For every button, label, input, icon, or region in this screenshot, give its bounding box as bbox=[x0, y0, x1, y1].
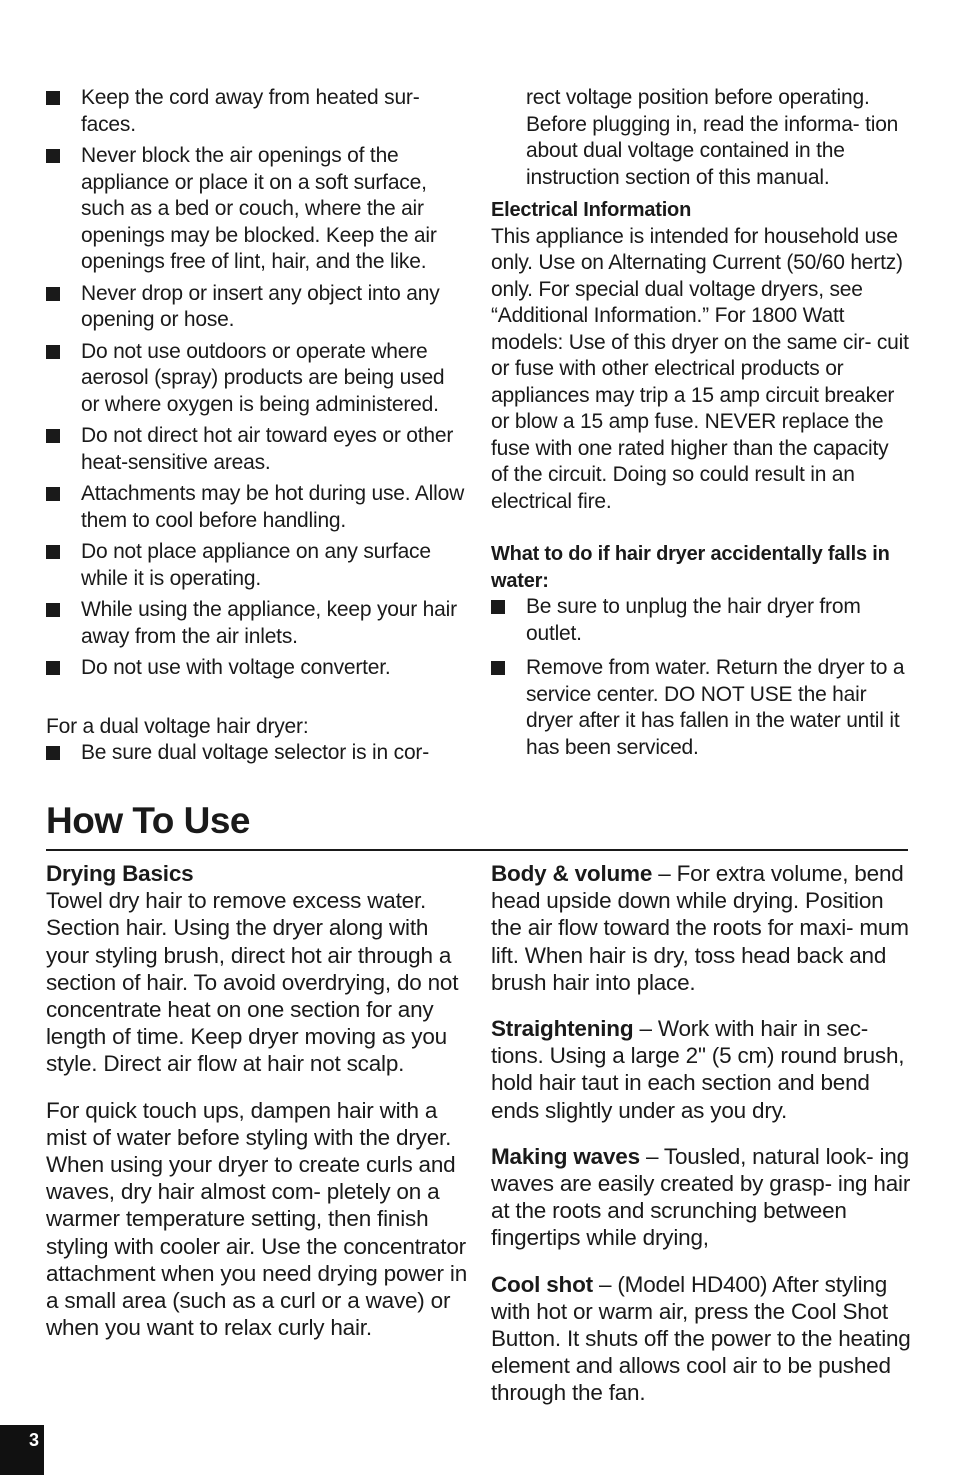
body-volume-label: Body & volume bbox=[491, 861, 653, 886]
bullet-square-icon bbox=[491, 594, 526, 647]
waves-paragraph bbox=[491, 1143, 915, 1252]
straightening-text: – Work with hair in sec- tions. Using a large 2" (5 cm) round brush, hold hair taut in each section and bend ends slightly under as you dry. bbox=[491, 1016, 905, 1123]
list-item bbox=[46, 481, 468, 534]
title-divider bbox=[46, 849, 908, 851]
list-item bbox=[46, 281, 468, 334]
list-item-text: Attachments may be hot during use. Allow them to cool before handling. bbox=[81, 482, 465, 532]
cool-shot-paragraph bbox=[491, 1271, 915, 1407]
bullet-square-icon bbox=[46, 740, 81, 768]
list-item bbox=[46, 423, 468, 476]
list-item-text: Never drop or insert any object into any opening or hose. bbox=[81, 281, 440, 331]
list-item bbox=[46, 339, 468, 419]
bullet-square-icon bbox=[46, 339, 81, 419]
drying-basics-heading: Drying Basics bbox=[46, 861, 194, 886]
bullet-square-icon bbox=[46, 281, 81, 334]
list-item-text: Do not direct hot air toward eyes or other heat-sensitive areas. bbox=[81, 424, 454, 474]
body-volume-paragraph bbox=[491, 860, 915, 996]
bullet-square-icon bbox=[46, 423, 81, 476]
cool-shot-label: Cool shot bbox=[491, 1271, 593, 1297]
styling-tips-column bbox=[491, 860, 915, 1426]
list-item bbox=[491, 655, 911, 761]
waves-text: – Tousled, natural look- ing waves are easily created by grasp- ing hair at the roots and scrunching between fingertips while drying, bbox=[491, 1143, 911, 1251]
list-item-text: Be sure dual voltage selector is in cor- bbox=[81, 741, 430, 764]
list-item-text: Never block the air openings of the appliance or place it on a soft surface, such as a bed or couch, where the air openings may be blocked. Keep the air openings free of lint, hair, and the like. bbox=[81, 144, 437, 273]
safety-column-right bbox=[491, 85, 911, 766]
touch-ups-paragraph: For quick touch ups, dampen hair with a mist of water before styling with the dryer. When using your dryer to create curls and waves, dry hair almost com- pletely on a warmer temperature setting, then finish styling with cooler air. Use the concentrator attachment when you need drying power in a small area (such as a curl or a wave) or when you want to relax curly hair. bbox=[46, 1097, 468, 1341]
list-item bbox=[46, 143, 468, 276]
bullet-square-icon bbox=[46, 597, 81, 650]
electrical-heading: Electrical Information bbox=[491, 199, 692, 221]
list-item-text: While using the appliance, keep your hair away from the air inlets. bbox=[81, 598, 457, 648]
bullet-square-icon bbox=[46, 655, 81, 683]
list-item-text: Remove from water. Return the dryer to a service center. DO NOT USE the hair dryer after it has fallen in the water until it has been serviced. bbox=[526, 656, 905, 759]
list-item bbox=[46, 85, 468, 138]
dual-voltage-continued: rect voltage position before operating. Before plugging in, read the informa- tion about dual voltage contained in the instruction section of this manual. bbox=[526, 86, 899, 189]
water-heading: What to do if hair dryer accidentally falls in water: bbox=[491, 543, 890, 592]
straightening-paragraph bbox=[491, 1015, 915, 1124]
body-volume-text: – For extra volume, bend head upside down while drying. Position the air flow toward the roots for maxi- mum lift. When hair is dry, toss head back and brush hair into place. bbox=[491, 861, 909, 995]
dual-voltage-intro: For a dual voltage hair dryer: bbox=[46, 714, 309, 738]
drying-basics-paragraph: Towel dry hair to remove excess water. Section hair. Using the dryer along with your styling brush, direct hot air through a section of hair. To avoid overdrying, do not concentrate heat on one section for any length of time. Keep dryer moving as you style. Direct air flow at hair not scalp. bbox=[46, 888, 459, 1077]
drying-basics-column bbox=[46, 860, 470, 1360]
list-item-text: Do not use outdoors or operate where aerosol (spray) products are being used or where oxygen is being administered. bbox=[81, 339, 445, 416]
safety-list-left bbox=[46, 85, 468, 773]
bullet-square-icon bbox=[491, 655, 526, 761]
page-title: How To Use bbox=[46, 800, 250, 841]
page-number: 3 bbox=[29, 1430, 40, 1450]
bullet-square-icon bbox=[46, 539, 81, 592]
bullet-square-icon bbox=[46, 85, 81, 138]
waves-label: Making waves bbox=[491, 1143, 640, 1169]
bullet-square-icon bbox=[46, 143, 81, 276]
list-item-text: Keep the cord away from heated sur- faces. bbox=[81, 86, 420, 136]
bullet-square-icon bbox=[46, 481, 81, 534]
list-item bbox=[46, 740, 468, 768]
list-item-text: Do not place appliance on any surface while it is operating. bbox=[81, 540, 431, 590]
list-item bbox=[491, 594, 911, 647]
electrical-body: This appliance is intended for household use only. Use on Alternating Current (50/60 hertz) only. For special dual voltage dryers, see “Additional Information.” For 1800 Watt models: Use of this dryer on the same cir- cuit or fuse with other electrical products or appliances may trip a 15 amp circuit breaker or blow a 15 amp fuse. NEVER replace the fuse with one rated higher than the capacity of the circuit. Doing so could result in an electrical fire. bbox=[491, 224, 909, 513]
straightening-label: Straightening bbox=[491, 1016, 634, 1042]
cool-shot-text: – (Model HD400) After styling with hot or warm air, press the Cool Shot Button. It shuts off the power to the heating element and allows cool air to be pushed through the fan. bbox=[491, 1271, 911, 1406]
list-item-text: Be sure to unplug the hair dryer from outlet. bbox=[526, 595, 861, 645]
list-item bbox=[46, 597, 468, 650]
list-item bbox=[46, 655, 468, 683]
list-item bbox=[46, 539, 468, 592]
list-item-text: Do not use with voltage converter. bbox=[81, 656, 391, 679]
